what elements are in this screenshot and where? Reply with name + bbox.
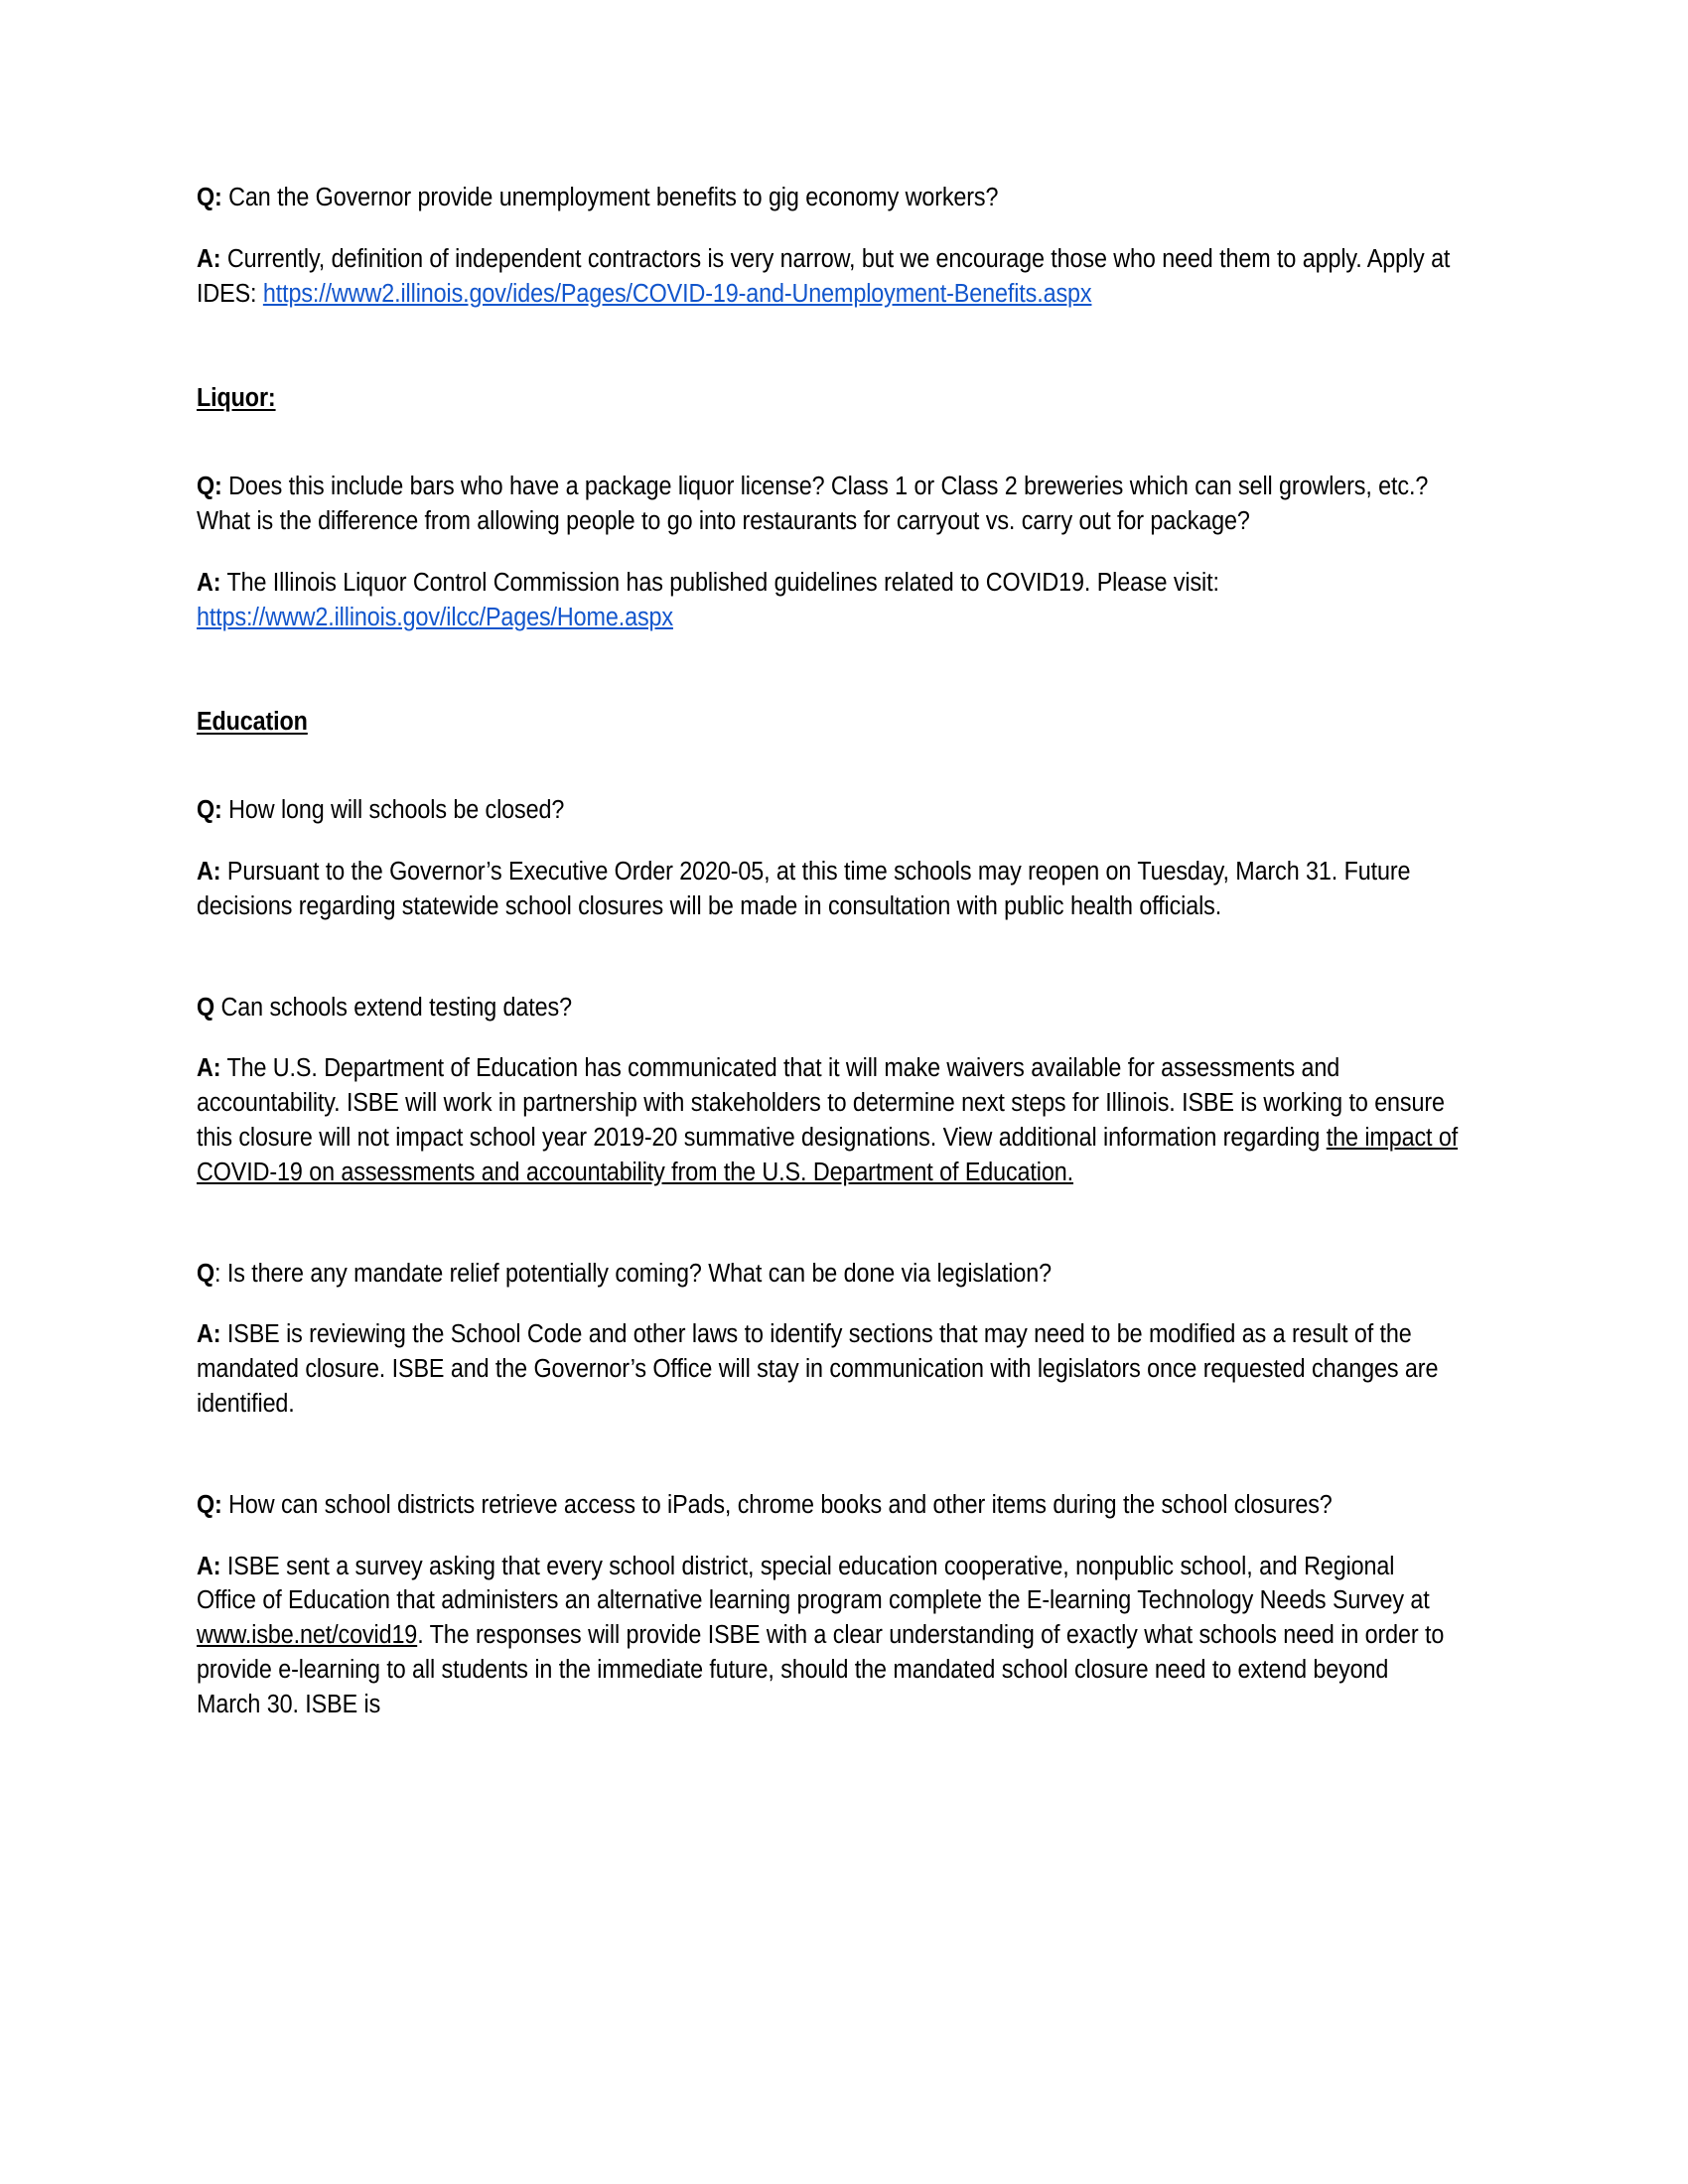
answer-paragraph bbox=[197, 1550, 1458, 1722]
question-label: Q bbox=[197, 1259, 215, 1288]
paragraph-text: ISBE is reviewing the School Code and other laws to identify sections that may need to be modified as a result of the mandated closure. ISBE and the Governor’s Office will stay in communication with legislators once requested changes are identified. bbox=[197, 1320, 1439, 1418]
question-label: Q: bbox=[197, 1490, 222, 1519]
question-paragraph bbox=[197, 181, 1458, 215]
hyperlink-url[interactable]: https://www2.illinois.gov/ilcc/Pages/Home.aspx bbox=[197, 603, 673, 631]
hyperlink-url[interactable]: https://www2.illinois.gov/ides/Pages/COVID-19-and-Unemployment-Benefits.aspx bbox=[262, 279, 1092, 308]
answer-label: A: bbox=[197, 1552, 221, 1580]
question-paragraph bbox=[197, 470, 1458, 539]
section-heading-wrap bbox=[197, 381, 1458, 443]
paragraph-text: : Is there any mandate relief potentially coming? What can be done via legislation? bbox=[214, 1259, 1052, 1288]
section-heading-wrap bbox=[197, 705, 1458, 766]
paragraph-text: How can school districts retrieve access to iPads, chrome books and other items during the school closures? bbox=[221, 1490, 1333, 1519]
hyperlink-text[interactable]: www.isbe.net/covid19 bbox=[197, 1621, 418, 1650]
hyperlink-text[interactable]: the impact of COVID-19 on assessments and accountability from the U.S. Department of Education. bbox=[197, 1123, 1459, 1186]
question-paragraph bbox=[197, 1488, 1458, 1523]
paragraph-text: ISBE sent a survey asking that every school district, special education cooperative, nonpublic school, and Regional Office of Education that administers an alternative learning program complete the E-learning Technology Needs Survey at bbox=[197, 1552, 1430, 1615]
qa-spacer bbox=[197, 1448, 1458, 1488]
question-label: Q: bbox=[197, 473, 222, 501]
answer-paragraph bbox=[197, 1051, 1458, 1189]
answer-label: A: bbox=[197, 1054, 221, 1083]
question-label: Q: bbox=[197, 184, 222, 211]
answer-label: A: bbox=[197, 1320, 221, 1349]
paragraph-text: The Illinois Liquor Control Commission has published guidelines related to COVID19. Please visit: bbox=[220, 568, 1219, 597]
paragraph-text: Can schools extend testing dates? bbox=[214, 993, 572, 1022]
document-body bbox=[197, 181, 1458, 1749]
question-paragraph bbox=[197, 793, 1458, 828]
answer-label: A: bbox=[197, 568, 221, 597]
answer-paragraph bbox=[197, 855, 1458, 924]
answer-paragraph bbox=[197, 1317, 1458, 1421]
answer-paragraph bbox=[197, 242, 1458, 312]
paragraph-text: The U.S. Department of Education has communicated that it will make waivers available for assessments and accountability. ISBE will work in partnership with stakeholders to determine next steps for Illinois. ISBE is working to ensure this closure will not impact school year 2019-20 summative designations. View additional information regarding bbox=[197, 1054, 1445, 1152]
paragraph-text-continued: . The responses will provide ISBE with a clear understanding of exactly what schools need in order to provide e-learning to all students in the immediate future, should the mandated school closure need to extend beyond March 30. ISBE is bbox=[197, 1621, 1445, 1718]
section-heading: Liquor: bbox=[197, 384, 276, 413]
paragraph-text: Does this include bars who have a package liquor license? Class 1 or Class 2 breweries which can sell growlers, etc.? What is the difference from allowing people to go into restaurants for carryout vs. carry out for package? bbox=[197, 473, 1429, 535]
answer-label: A: bbox=[197, 244, 221, 273]
qa-spacer bbox=[197, 951, 1458, 991]
section-spacer bbox=[197, 338, 1458, 381]
question-label: Q: bbox=[197, 796, 222, 825]
paragraph-text: Pursuant to the Governor’s Executive Order 2020-05, at this time schools may reopen on Tuesday, March 31. Future decisions regarding statewide school closures will be made in consultation with public health officials. bbox=[197, 857, 1411, 920]
question-paragraph bbox=[197, 991, 1458, 1025]
answer-label: A: bbox=[197, 857, 221, 886]
paragraph-text: How long will schools be closed? bbox=[221, 796, 565, 825]
qa-spacer bbox=[197, 1217, 1458, 1257]
section-heading: Education bbox=[197, 708, 308, 737]
question-label: Q bbox=[197, 993, 215, 1022]
answer-paragraph bbox=[197, 566, 1458, 635]
paragraph-text: Currently, definition of independent contractors is very narrow, but we encourage those who need them to apply. Apply at IDES: bbox=[197, 244, 1451, 308]
paragraph-text: Can the Governor provide unemployment benefits to gig economy workers? bbox=[221, 184, 999, 211]
section-spacer bbox=[197, 661, 1458, 705]
question-paragraph bbox=[197, 1257, 1458, 1292]
